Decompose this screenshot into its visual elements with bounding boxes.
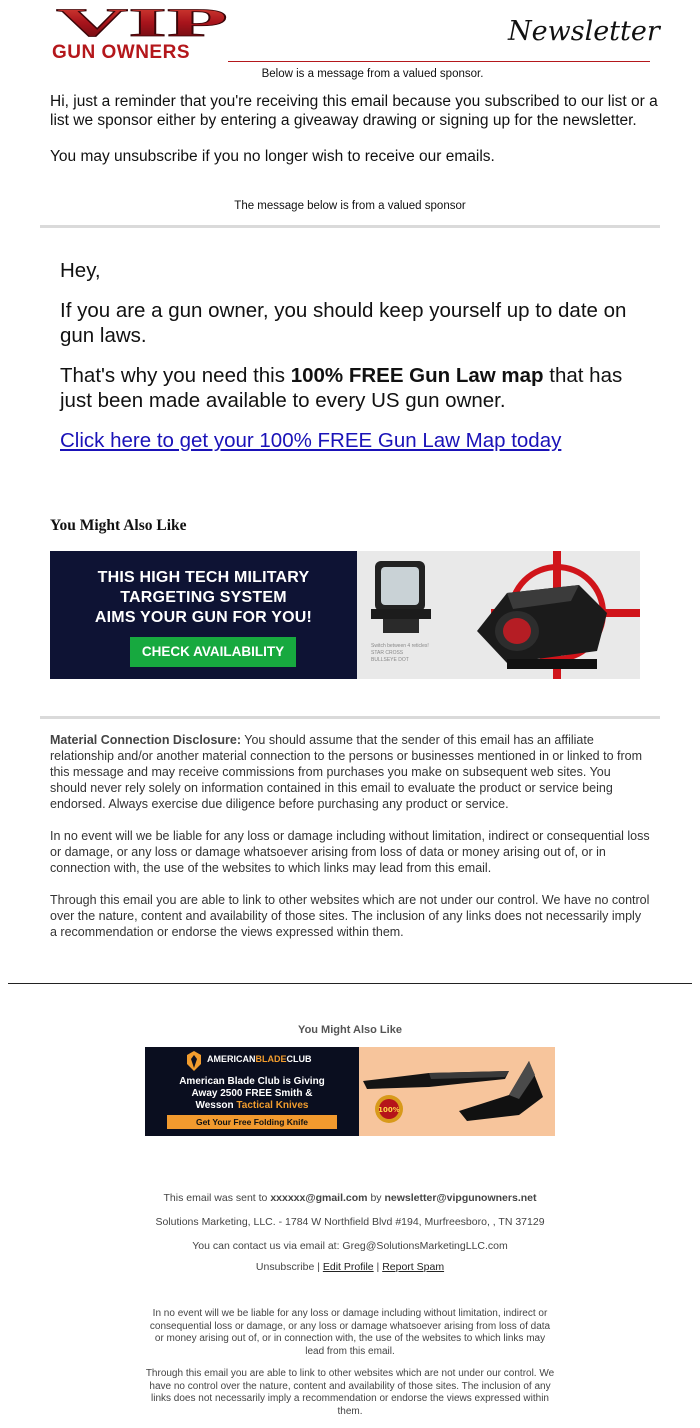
banner-headline-line-2: TARGETING SYSTEM — [120, 589, 287, 606]
blade-club-banner[interactable] — [145, 1047, 555, 1136]
disclosure-paragraph-3: Through this email you are able to link to other websites which are not under our control. We have no control over the nature, content and availability of those sites. The inclusion of any links does not necessarily imply a recommendation or endorse the views expressed within them. — [50, 893, 650, 939]
footer-legal-2: Through this email you are able to link to other websites which are not under our control. We have no control over the nature, content and availability of those sites. The inclusion of any links does not necessarily imply a recommendation or endorse the views expressed within them. — [145, 1368, 555, 1417]
check-availability-button[interactable]: CHECK AVAILABILITY — [130, 637, 296, 667]
footer-links — [0, 1261, 700, 1273]
sent-to-prefix: This email was sent to — [163, 1192, 271, 1204]
footer-legal — [145, 1308, 555, 1428]
footer-legal-1: In no event will we be liable for any loss or damage including without limitation, indirect or consequential loss or damage, or any loss or damage whatsoever arising from loss of data or money arising out of, or in connection with, the use of the websites to which links may lead from this email. — [149, 1308, 551, 1357]
guarantee-seal-text: 100% — [378, 1106, 400, 1114]
blade-club-logo-icon — [185, 1050, 203, 1072]
blade-banner-text-panel — [145, 1047, 359, 1136]
edit-profile-link[interactable]: Edit Profile — [322, 1261, 374, 1273]
you-might-also-like-heading-2: You Might Also Like — [298, 1024, 402, 1036]
svg-text:VIP: VIP — [56, 4, 228, 40]
disclosure-text-1: You should assume that the sender of this email has an affiliate relationship and/or another material connection to the persons or businesses mentioned in or linked to from this message and may receive commissions from purchases you make on subsequent web sites. You should never rely solely on information contained in this email to evaluate the product or service being endorsed. Always exercise due diligence before purchasing any product or service. — [50, 733, 643, 811]
sent-to-line — [0, 1192, 700, 1204]
greeting: Hey, — [60, 259, 101, 282]
sent-by-text: by — [367, 1192, 385, 1204]
intro-paragraph-1: Hi, just a reminder that you're receiving this email because you subscribed to our list or a list we sponsor either by entering a giveaway drawing or signing up for the newsletter. — [50, 93, 658, 129]
free-knife-button[interactable]: Get Your Free Folding Knife — [167, 1115, 337, 1129]
disclosure-label: Material Connection Disclosure: — [50, 733, 242, 747]
club-name-part-1: AMERICAN — [207, 1054, 256, 1064]
you-might-also-like-heading: You Might Also Like — [50, 517, 187, 534]
banner-headline-line-1: THIS HIGH TECH MILITARY — [97, 569, 310, 586]
club-name-part-2: BLADE — [255, 1054, 287, 1064]
company-address: Solutions Marketing, LLC. - 1784 W Northfield Blvd #194, Murfreesboro, , TN 37129 — [155, 1216, 545, 1228]
link-separator: | — [314, 1261, 323, 1273]
intro-paragraph-2: You may unsubscribe if you no longer wish to receive our emails. — [50, 148, 495, 165]
reticle-text-3: BULLSEYE DOT — [371, 657, 409, 663]
banner-headline — [50, 568, 357, 628]
blade-headline-line-3a: Wesson — [195, 1100, 237, 1111]
message-line-1: If you are a gun owner, you should keep yourself up to date on gun laws. — [60, 299, 627, 347]
banner-text-panel — [50, 551, 357, 679]
newsletter-title: Newsletter — [508, 16, 660, 47]
link-separator-2: | — [373, 1261, 383, 1273]
blade-headline-line-3 — [145, 1100, 359, 1112]
header-divider — [228, 61, 650, 62]
material-disclosure — [50, 732, 650, 956]
sender-email: newsletter@vipgunowners.net — [384, 1192, 537, 1204]
sponsor-note-2: The message below is from a valued sponsor — [234, 200, 466, 212]
disclosure-paragraph-1 — [50, 732, 650, 812]
footer-divider — [8, 983, 692, 984]
folding-knife-image — [359, 1047, 555, 1136]
knife-product-image — [359, 1047, 555, 1136]
section-divider-2 — [40, 716, 660, 719]
message-line-2 — [60, 363, 650, 413]
section-divider — [40, 225, 660, 228]
blade-headline-line-3b: Tactical Knives — [236, 1100, 309, 1111]
blade-club-name — [207, 1054, 312, 1064]
vip-logo — [54, 4, 230, 40]
unsubscribe-text[interactable]: Unsubscribe — [255, 1261, 315, 1273]
recipient-email: xxxxxx@gmail.com — [270, 1192, 368, 1204]
club-name-part-3: CLUB — [286, 1054, 312, 1064]
message-line-2-end: that has just been made available to every US gun owner. — [60, 364, 623, 412]
targeting-system-banner[interactable] — [50, 551, 640, 679]
reticle-text-2: STAR CROSS — [371, 650, 404, 656]
contact-line: You can contact us via email at: Greg@SolutionsMarketingLLC.com — [192, 1240, 508, 1252]
report-spam-link[interactable]: Report Spam — [382, 1261, 445, 1273]
blade-banner-headline — [145, 1076, 359, 1112]
message-line-2-text: That's why you need this — [60, 364, 291, 387]
sponsor-message — [60, 258, 650, 453]
intro-text — [50, 93, 660, 167]
banner-product-image — [357, 551, 640, 679]
sponsor-note: Below is a message from a valued sponsor. — [261, 68, 484, 80]
reticle-options-text — [371, 643, 429, 664]
message-line-2-bold: 100% FREE Gun Law map — [290, 364, 544, 387]
blade-headline-line-2: Away 2500 FREE Smith & — [191, 1088, 313, 1099]
logo-subtitle: GUN OWNERS — [52, 42, 190, 63]
disclosure-paragraph-2: In no event will we be liable for any loss or damage including without limitation, indirect or consequential loss or damage, or any loss or damage whatsoever arising from loss of data or money arising out of, or in connection with, the use of the websites to which links may lead from this email. — [50, 829, 650, 875]
gun-law-map-link[interactable]: Click here to get your 100% FREE Gun Law Map today — [60, 429, 562, 452]
blade-headline-line-1: American Blade Club is Giving — [179, 1076, 325, 1087]
reticle-text-1: Switch between 4 reticles! — [371, 643, 429, 649]
banner-headline-line-3: AIMS YOUR GUN FOR YOU! — [94, 609, 313, 626]
